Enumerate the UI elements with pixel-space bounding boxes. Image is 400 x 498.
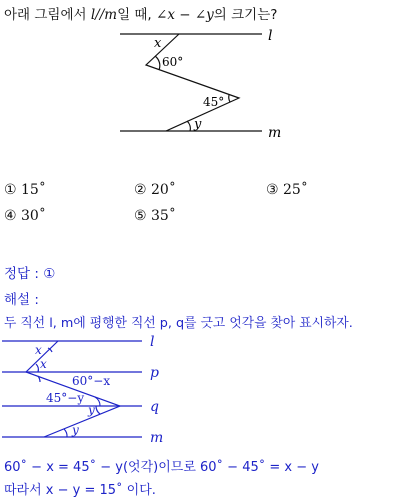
question-expression: ∠x − ∠y: [156, 7, 214, 23]
question-middle: 일 때,: [117, 7, 152, 23]
choice-3-number: ③: [266, 182, 279, 198]
label2-p: p: [150, 365, 159, 381]
label-angle-y: y: [194, 117, 202, 132]
arc2-y-alt: [96, 406, 100, 414]
choice-1[interactable]: [4, 182, 46, 198]
label2-angle-x-alt: x: [40, 357, 47, 371]
arc2-y-bottom: [64, 429, 67, 437]
label-angle-60: 60°: [162, 55, 184, 69]
choice-5-number: ⑤: [134, 208, 147, 224]
label2-angle-y-alt: y: [88, 403, 95, 417]
choice-4-value: 30˚: [21, 208, 46, 224]
label-l: l: [268, 28, 273, 44]
label2-angle-45-y: 45°−y: [46, 391, 85, 405]
arc-45: [229, 95, 230, 102]
explanation-conclusion: 따라서 x − y = 15˚ 이다.: [4, 483, 156, 498]
label2-l: l: [150, 334, 155, 350]
label2-angle-y-bottom: y: [72, 423, 79, 437]
choice-1-number: ①: [4, 182, 17, 198]
answer-label: 정답 : ①: [4, 266, 56, 282]
label2-angle-60-x: 60°−x: [72, 374, 111, 388]
choice-3[interactable]: [266, 182, 308, 198]
choice-1-value: 15˚: [21, 182, 46, 198]
label2-angle-x-top: x: [35, 343, 42, 357]
figure-solution: [0, 330, 400, 450]
label2-m: m: [150, 430, 164, 446]
question-suffix: 의 크기는?: [213, 7, 278, 23]
choice-3-value: 25˚: [283, 182, 308, 198]
explanation-line-1: 두 직선 l, m에 평행한 직선 p, q를 긋고 엇각을 찾아 표시하자.: [4, 316, 353, 331]
explanation-equation: 60˚ − x = 45˚ − y(엇각)이므로 60˚ − 45˚ = x − y: [4, 460, 319, 475]
choice-2[interactable]: [134, 182, 176, 198]
choice-4[interactable]: [4, 208, 46, 224]
label-m: m: [268, 125, 282, 141]
label-angle-45: 45°: [203, 95, 225, 109]
choice-2-number: ②: [134, 182, 147, 198]
choice-4-number: ④: [4, 208, 17, 224]
choice-2-value: 20˚: [151, 182, 176, 198]
question-condition: l//m: [90, 7, 118, 23]
arc2-x-alt: [36, 364, 38, 372]
figure-parallel-lines: [0, 0, 400, 160]
label-angle-x: x: [154, 36, 162, 51]
explanation-label: 해설 :: [4, 292, 39, 308]
choice-5-value: 35˚: [151, 208, 176, 224]
arc-y: [187, 121, 190, 131]
choice-5[interactable]: [134, 208, 176, 224]
question-prefix: 아래 그림에서: [4, 7, 87, 23]
label2-q: q: [150, 399, 159, 415]
